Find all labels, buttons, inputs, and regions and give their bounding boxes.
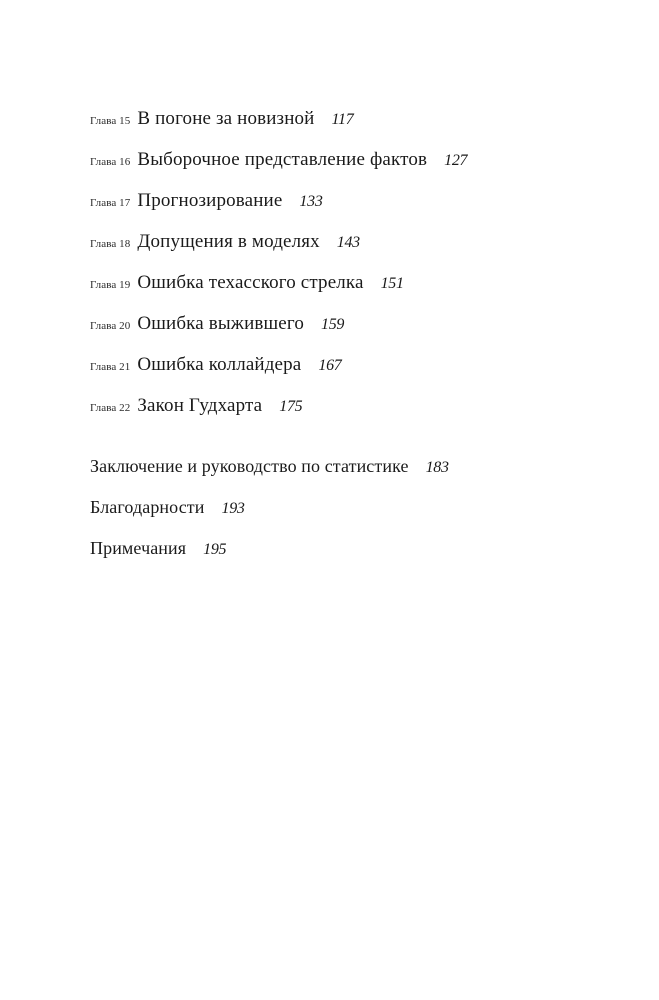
chapter-label: Глава 18 — [90, 238, 131, 250]
page-number: 143 — [336, 234, 360, 251]
chapter-label: Глава 19 — [90, 279, 131, 291]
page-number: 117 — [331, 111, 354, 128]
toc-entry-chapter-16[interactable] — [90, 149, 630, 190]
section-title: Примечания — [90, 538, 187, 558]
chapter-title: Закон Гудхарта — [137, 395, 263, 416]
toc-entry-conclusion[interactable] — [90, 456, 630, 497]
page-number: 133 — [299, 193, 323, 210]
toc-entry-chapter-19[interactable] — [90, 272, 630, 313]
toc-entry-chapter-18[interactable] — [90, 231, 630, 272]
page-number: 195 — [203, 541, 227, 558]
page-number: 193 — [221, 500, 245, 517]
back-matter-list — [90, 456, 630, 579]
section-title: Благодарности — [90, 497, 205, 517]
toc-entry-chapter-15[interactable] — [90, 108, 630, 149]
page-number: 183 — [425, 459, 449, 476]
chapter-label: Глава 22 — [90, 402, 131, 414]
page-number: 159 — [321, 316, 345, 333]
chapter-title: Прогнозирование — [137, 190, 283, 211]
toc-entry-notes[interactable] — [90, 538, 630, 579]
chapter-label: Глава 21 — [90, 361, 131, 373]
chapter-label: Глава 17 — [90, 197, 131, 209]
toc-entry-chapter-17[interactable] — [90, 190, 630, 231]
toc-entry-chapter-22[interactable] — [90, 395, 630, 436]
chapter-title: Ошибка коллайдера — [137, 354, 302, 375]
page-number: 151 — [380, 275, 404, 292]
toc-entry-acknowledgements[interactable] — [90, 497, 630, 538]
chapter-title: Ошибка выжившего — [137, 313, 304, 334]
chapter-title: Ошибка техасского стрелка — [137, 272, 364, 293]
chapter-title: В погоне за новизной — [137, 108, 315, 129]
chapter-label: Глава 15 — [90, 115, 131, 127]
toc-entry-chapter-20[interactable] — [90, 313, 630, 354]
section-title: Заключение и руководство по статистике — [90, 456, 409, 476]
chapter-title: Выборочное представление фактов — [137, 149, 428, 170]
toc-entry-chapter-21[interactable] — [90, 354, 630, 395]
page-number: 175 — [279, 398, 303, 415]
page-number: 167 — [318, 357, 342, 374]
table-of-contents — [90, 108, 630, 436]
chapter-title: Допущения в моделях — [137, 231, 320, 252]
page-number: 127 — [444, 152, 468, 169]
chapter-label: Глава 16 — [90, 156, 131, 168]
chapter-label: Глава 20 — [90, 320, 131, 332]
